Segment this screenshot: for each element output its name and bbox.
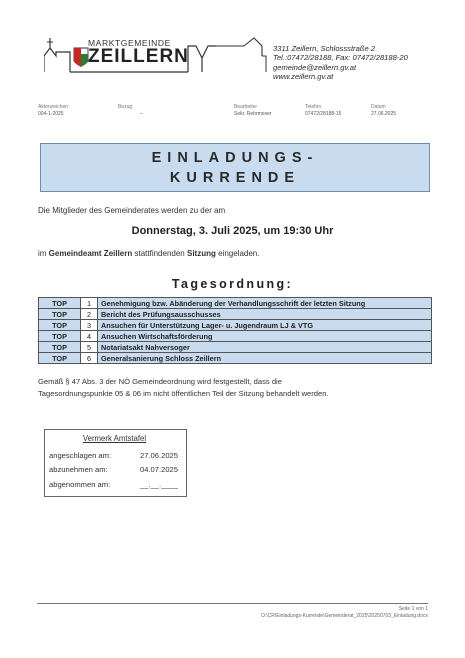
posting-label: abgenommen am: (49, 480, 111, 489)
location-text: im Gemeindeamt Zeillern stattfindenden Sitzung eingeladen. (38, 249, 260, 258)
meeting-date: Donnerstag, 3. Juli 2025, um 19:30 Uhr (131, 225, 334, 237)
invitation-title-box (40, 143, 430, 192)
phone-fax-line: Tel.:07472/28188, Fax: 07472/28188-20 (273, 53, 408, 63)
agenda-row: TOP 5 Notariatsakt Nahversoger (39, 342, 432, 353)
ref-aktenzeichen: Aktenzeichen 004-1-2025 (38, 104, 69, 117)
footer-divider (37, 603, 428, 604)
address-line: 3311 Zeillern, Schlossstraße 2 (273, 44, 375, 53)
posting-value: __.__.____ (140, 480, 179, 489)
ref-datum: Datum 27.06.2025 (371, 104, 397, 117)
agenda-title: Tagesordnung: (171, 277, 294, 291)
title-line-1: EINLADUNGS- (151, 150, 319, 166)
legal-note: Gemäß § 47 Abs. 3 der NÖ Gemeindeordnung wird festgestellt, dass die Tagesordnungspunkte 05 & 06 im nicht öffentlichen Teil der Sitzung behandelt werden. (38, 377, 329, 398)
meeting-type: Sitzung (186, 249, 216, 258)
agenda-row: TOP 2 Bericht des Prüfungsausschusses (39, 309, 432, 320)
ref-bearbeiter: Bearbeiter Sekr. Rehrmoser (234, 104, 272, 117)
posting-value: 27.06.2025 (140, 451, 179, 460)
brand-subtitle: MARKTGEMEINDE (88, 38, 171, 48)
agenda-row: TOP 4 Ansuchen Wirtschaftsförderung (39, 331, 432, 342)
posting-value: 04.07.2025 (140, 465, 179, 474)
agenda-row: TOP 6 Generalsanierung Schloss Zeillern (39, 353, 432, 364)
website-link[interactable]: www.zeillern.gv.at (273, 72, 334, 82)
ref-bezug: Bezug – (118, 104, 143, 117)
agenda-table (38, 297, 432, 364)
brand-name: ZEILLERN (88, 46, 189, 67)
address-block (273, 44, 408, 82)
email-link[interactable]: gemeinde@zeillern.gv.at (273, 62, 357, 72)
posting-label: abzunehmen am: (49, 465, 108, 474)
title-line-2: KURRENDE (169, 170, 301, 186)
posting-title: Vermerk Amtstafel (82, 434, 147, 443)
agenda-row: TOP 3 Ansuchen für Unterstützung Lager- u. Jugendraum LJ & VTG (39, 320, 432, 331)
ref-telefon: Telefon 07472/28188-15 (305, 104, 342, 117)
posting-notice (44, 393, 185, 496)
agenda-row: TOP 1 Genehmigung bzw. Abänderung der Verhandlungsschrift der letzten Sitzung (39, 298, 432, 309)
file-path: O:\CR\Einladungs-Kurrende\Gemeinderat_2025\20250703_Einladung.docx (260, 613, 428, 619)
posting-label: angeschlagen am: (49, 451, 112, 460)
page-number: Seite 1 von 1 (398, 606, 428, 612)
meeting-place: Gemeindeamt Zeillern (48, 249, 133, 258)
intro-text: Die Mitglieder des Gemeinderates werden zu der am (38, 206, 226, 215)
